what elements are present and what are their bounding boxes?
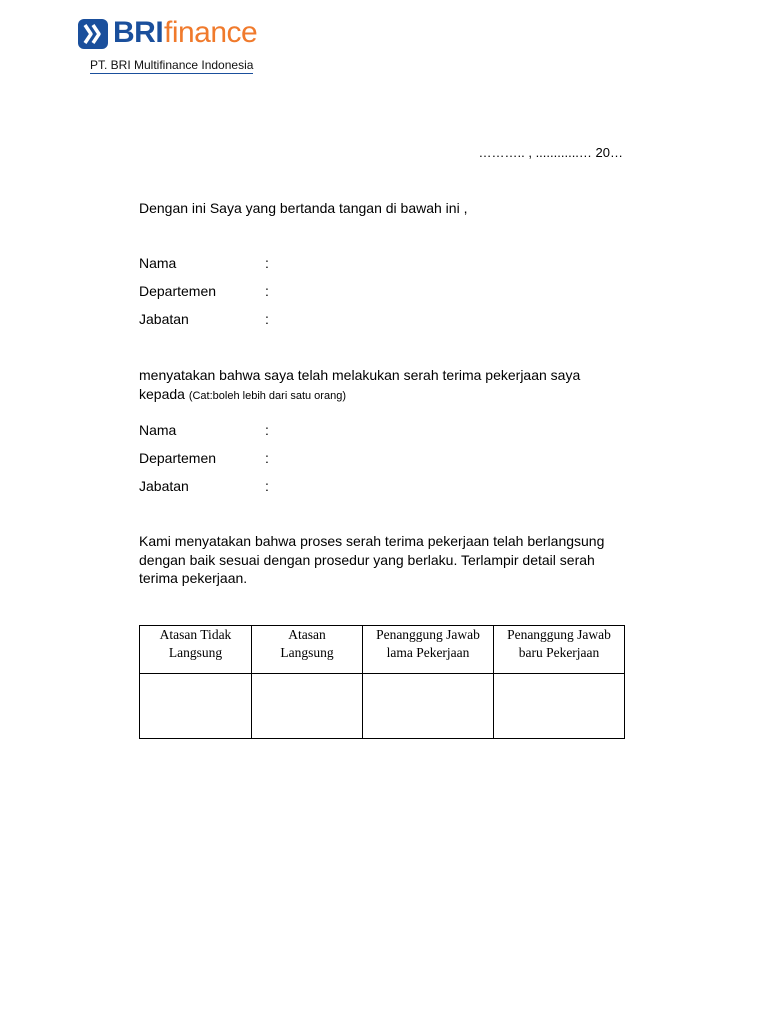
signature-cell (140, 674, 252, 739)
intro-text: Dengan ini Saya yang bertanda tangan di bawah ini , (139, 200, 468, 216)
statement-note: (Cat:boleh lebih dari satu orang) (188, 389, 346, 402)
company-name: PT. BRI Multifinance Indonesia (90, 58, 254, 72)
receiver-name-field (139, 422, 269, 438)
field-label: Jabatan (139, 478, 189, 494)
receiver-department-field (139, 450, 269, 466)
closing-paragraph (139, 532, 604, 588)
brand-secondary-text: finance (164, 16, 258, 49)
field-colon: : (265, 283, 269, 299)
signature-header-row (140, 626, 625, 674)
signature-table (139, 625, 625, 739)
giver-name-field (139, 255, 269, 271)
header-pj-baru: Penanggung Jawab baru Pekerjaan (494, 626, 625, 674)
field-label: Nama (139, 255, 177, 271)
signature-row (140, 674, 625, 739)
company-logo (77, 16, 277, 76)
signature-cell (494, 674, 625, 739)
statement-line-1: menyatakan bahwa saya telah melakukan serah terima pekerjaan saya (139, 367, 581, 383)
date-line: ……….. , ............… 20… (478, 145, 623, 160)
field-label: Nama (139, 422, 177, 438)
brand-primary-text: BRI (113, 16, 164, 49)
statement-text (139, 366, 580, 405)
statement-line-2 (139, 385, 580, 406)
receiver-position-field (139, 478, 269, 494)
header-atasan-langsung: Atasan Langsung (252, 626, 363, 674)
field-colon: : (265, 422, 269, 438)
field-colon: : (265, 255, 269, 271)
closing-line-3: terima pekerjaan. (139, 570, 248, 586)
field-colon: : (265, 311, 269, 327)
signature-cell (252, 674, 363, 739)
field-colon: : (265, 450, 269, 466)
closing-line-2: dengan baik sesuai dengan prosedur yang berlaku. Terlampir detail serah (139, 551, 595, 568)
closing-line-1: Kami menyatakan bahwa proses serah terima pekerjaan telah berlangsung (139, 533, 605, 549)
bri-logo-icon (77, 18, 109, 50)
field-label: Jabatan (139, 311, 189, 327)
statement-kepada: kepada (139, 385, 185, 402)
header-pj-lama: Penanggung Jawab lama Pekerjaan (363, 626, 494, 674)
header-atasan-tidak-langsung: Atasan Tidak Langsung (140, 626, 252, 674)
field-label: Departemen (139, 283, 217, 299)
giver-department-field (139, 283, 269, 299)
field-label: Departemen (139, 450, 217, 466)
giver-position-field (139, 311, 269, 327)
signature-cell (363, 674, 494, 739)
field-colon: : (265, 478, 269, 494)
